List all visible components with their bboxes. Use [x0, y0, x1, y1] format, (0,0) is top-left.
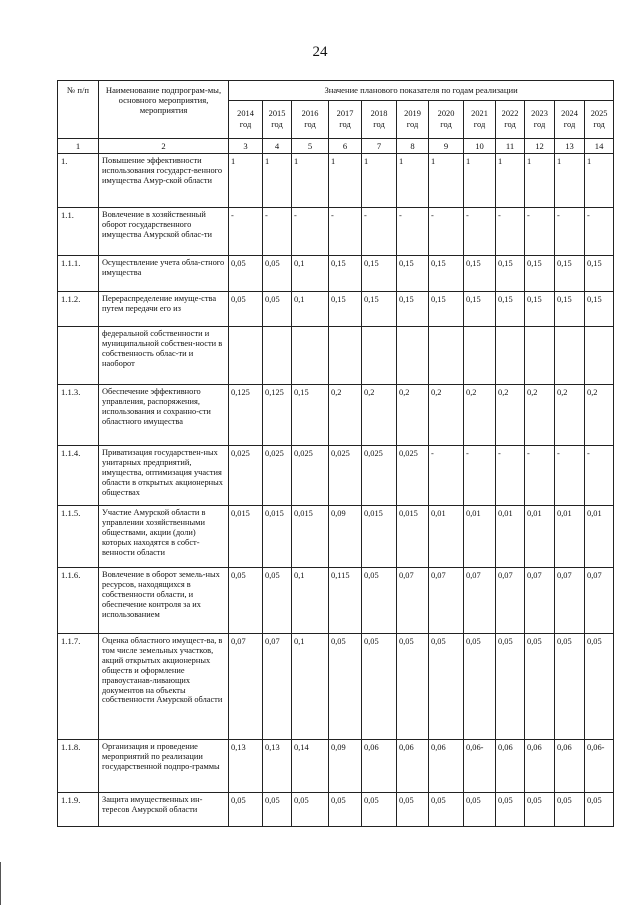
column-number-9: 9	[429, 139, 464, 154]
value-cell-2024: 0,05	[555, 793, 585, 827]
row-index: 1.1.2.	[58, 292, 99, 327]
value-cell-2019: 0,07	[397, 568, 429, 634]
value-cell-2022: 0,05	[496, 634, 525, 740]
value-cell-2014: 0,07	[229, 634, 263, 740]
year-unit: год	[339, 119, 351, 129]
value-cell-2024: 0,15	[555, 256, 585, 292]
year-header-2023	[525, 101, 555, 139]
year-unit: год	[406, 119, 419, 129]
value-cell-2022: 0,15	[496, 256, 525, 292]
row-index	[58, 327, 99, 385]
row-name: федеральной собственности и муниципальной собствен-ности в собственность облас-ти и наоборот	[99, 327, 229, 385]
value-cell-2016: 0,025	[292, 446, 329, 506]
value-cell-2021: 1	[464, 154, 496, 208]
value-cell-2017: 1	[329, 154, 362, 208]
value-cell-2022: -	[496, 446, 525, 506]
column-number-2: 2	[99, 139, 229, 154]
year-unit: год	[239, 119, 252, 129]
table-row	[58, 327, 614, 385]
value-cell-2025: 0,01	[585, 506, 614, 568]
value-cell-2018: 1	[362, 154, 397, 208]
table-row	[58, 793, 614, 827]
value-cell-2023: 0,07	[525, 568, 555, 634]
table-body	[58, 154, 614, 827]
value-cell-2019: 0,05	[397, 793, 429, 827]
row-name: Вовлечение в хозяйственный оборот государственного имущества Амурской облас-ти	[99, 208, 229, 256]
table-row	[58, 256, 614, 292]
value-cell-2021: 0,07	[464, 568, 496, 634]
value-cell-2023: 0,05	[525, 634, 555, 740]
value-cell-2019: 0,2	[397, 385, 429, 446]
row-name: Повышение эффективности использования государст-венного имущества Амур-ской области	[99, 154, 229, 208]
year-unit: год	[271, 119, 283, 129]
value-cell-2022: 0,01	[496, 506, 525, 568]
year-value: 2025	[590, 109, 608, 118]
value-cell-2018: 0,15	[362, 256, 397, 292]
value-cell-2019: 0,15	[397, 292, 429, 327]
row-name: Вовлечение в оборот земель-ных ресурсов, находящихся в собственности области, и обеспечение контроля за их использованием	[99, 568, 229, 634]
value-cell-2024: -	[555, 208, 585, 256]
name-header: Наименование подпрограм-мы, основного мероприятия, мероприятия	[99, 81, 229, 139]
table-row	[58, 740, 614, 793]
value-cell-2023: 1	[525, 154, 555, 208]
value-cell-2016: 0,14	[292, 740, 329, 793]
value-cell-2020: 1	[429, 154, 464, 208]
year-unit: год	[473, 119, 486, 129]
index-header: № п/п	[58, 81, 99, 139]
value-cell-2023: -	[525, 446, 555, 506]
value-cell-2018: 0,015	[362, 506, 397, 568]
value-cell-2016: 0,1	[292, 292, 329, 327]
row-index: 1.1.1.	[58, 256, 99, 292]
value-cell-2025: 0,06-	[585, 740, 614, 793]
value-cell-2014: 0,015	[229, 506, 263, 568]
page-number: 24	[312, 44, 328, 60]
year-header-2017	[329, 101, 362, 139]
value-cell-2015: 0,05	[263, 292, 292, 327]
value-cell-2024: -	[555, 446, 585, 506]
value-cell-2014: 0,05	[229, 256, 263, 292]
value-cell-2017: 0,15	[329, 256, 362, 292]
value-cell-2014: 0,05	[229, 793, 263, 827]
value-cell-2017: 0,09	[329, 506, 362, 568]
value-cell-2019: 0,025	[397, 446, 429, 506]
year-header-2021	[464, 101, 496, 139]
year-header-2020	[429, 101, 464, 139]
value-cell-2015: -	[263, 208, 292, 256]
year-header-2015	[263, 101, 292, 139]
column-number-row	[58, 139, 614, 154]
years-group-header: Значение планового показателя по годам реализации	[229, 81, 614, 101]
value-cell-2020: 0,05	[429, 793, 464, 827]
value-cell-2021: -	[464, 208, 496, 256]
year-value: 2015	[268, 109, 286, 118]
value-cell-2018	[362, 327, 397, 385]
value-cell-2023: 0,2	[525, 385, 555, 446]
row-name: Приватизация государствен-ных унитарных предприятий, имущества, оптимизация участия области в открытых акционерных обществах	[99, 446, 229, 506]
row-name: Перераспределение имуще-ства путем передачи его из	[99, 292, 229, 327]
value-cell-2016: 0,1	[292, 634, 329, 740]
value-cell-2019: 0,05	[397, 634, 429, 740]
year-unit: год	[373, 119, 385, 129]
table-row	[58, 385, 614, 446]
column-number-14: 14	[585, 139, 614, 154]
value-cell-2025	[585, 327, 614, 385]
value-cell-2025: -	[585, 208, 614, 256]
row-name: Осуществление учета обла-стного имущества	[99, 256, 229, 292]
table-row	[58, 292, 614, 327]
row-name: Участие Амурской области в управлении хозяйственными обществами, акции (доли) которых находятся в собст-венности области	[99, 506, 229, 568]
row-index: 1.1.5.	[58, 506, 99, 568]
year-header-2019	[397, 101, 429, 139]
table-row	[58, 634, 614, 740]
value-cell-2020: 0,15	[429, 256, 464, 292]
value-cell-2017: 0,15	[329, 292, 362, 327]
year-value: 2016	[301, 109, 319, 118]
value-cell-2018: 0,05	[362, 634, 397, 740]
value-cell-2024: 0,01	[555, 506, 585, 568]
column-number-11: 11	[496, 139, 525, 154]
year-value: 2019	[404, 109, 421, 118]
year-value: 2022	[501, 109, 519, 118]
value-cell-2015: 0,015	[263, 506, 292, 568]
value-cell-2014: -	[229, 208, 263, 256]
value-cell-2020: 0,07	[429, 568, 464, 634]
row-name: Защита имущественных ин-тересов Амурской области	[99, 793, 229, 827]
value-cell-2022: 0,05	[496, 793, 525, 827]
value-cell-2014: 0,13	[229, 740, 263, 793]
column-number-6: 6	[329, 139, 362, 154]
value-cell-2024: 0,2	[555, 385, 585, 446]
value-cell-2015	[263, 327, 292, 385]
value-cell-2018: 0,06	[362, 740, 397, 793]
table-row	[58, 154, 614, 208]
column-number-13: 13	[555, 139, 585, 154]
year-value: 2024	[561, 109, 578, 118]
column-number-1: 1	[58, 139, 99, 154]
row-index: 1.1.3.	[58, 385, 99, 446]
value-cell-2024: 1	[555, 154, 585, 208]
year-value: 2020	[437, 109, 455, 118]
column-number-7: 7	[362, 139, 397, 154]
value-cell-2016: 0,1	[292, 256, 329, 292]
row-index: 1.1.4.	[58, 446, 99, 506]
value-cell-2020: 0,15	[429, 292, 464, 327]
row-name: Оценка областного имущест-ва, в том числе земельных участков, акций открытых акционерных обществ и оформление правоустанав-ливающих документов на объекты собственности Амурской области	[99, 634, 229, 740]
row-index: 1.1.6.	[58, 568, 99, 634]
value-cell-2017: 0,115	[329, 568, 362, 634]
scan-edge-mark	[0, 862, 15, 905]
value-cell-2016: 0,05	[292, 793, 329, 827]
value-cell-2017: 0,05	[329, 634, 362, 740]
value-cell-2025: -	[585, 446, 614, 506]
value-cell-2023	[525, 327, 555, 385]
value-cell-2021	[464, 327, 496, 385]
value-cell-2014: 0,125	[229, 385, 263, 446]
table-row	[58, 208, 614, 256]
value-cell-2014: 0,05	[229, 568, 263, 634]
row-index: 1.1.9.	[58, 793, 99, 827]
table-row	[58, 506, 614, 568]
value-cell-2015: 0,05	[263, 256, 292, 292]
value-cell-2023: -	[525, 208, 555, 256]
value-cell-2017: -	[329, 208, 362, 256]
value-cell-2023: 0,15	[525, 292, 555, 327]
year-unit: год	[563, 119, 576, 129]
value-cell-2020	[429, 327, 464, 385]
year-unit: год	[593, 119, 605, 129]
value-cell-2024: 0,15	[555, 292, 585, 327]
row-index: 1.1.8.	[58, 740, 99, 793]
value-cell-2022: -	[496, 208, 525, 256]
value-cell-2021: 0,06-	[464, 740, 496, 793]
value-cell-2025: 0,05	[585, 634, 614, 740]
value-cell-2016: 0,15	[292, 385, 329, 446]
year-header-2018	[362, 101, 397, 139]
value-cell-2021: 0,05	[464, 634, 496, 740]
column-number-4: 4	[263, 139, 292, 154]
value-cell-2021: 0,15	[464, 256, 496, 292]
value-cell-2017: 0,2	[329, 385, 362, 446]
value-cell-2021: -	[464, 446, 496, 506]
value-cell-2021: 0,15	[464, 292, 496, 327]
value-cell-2025: 0,15	[585, 292, 614, 327]
value-cell-2025: 1	[585, 154, 614, 208]
value-cell-2021: 0,01	[464, 506, 496, 568]
year-unit: год	[504, 119, 516, 129]
value-cell-2019	[397, 327, 429, 385]
value-cell-2023: 0,01	[525, 506, 555, 568]
value-cell-2023: 0,05	[525, 793, 555, 827]
value-cell-2020: 0,06	[429, 740, 464, 793]
value-cell-2019: 0,06	[397, 740, 429, 793]
table-row	[58, 446, 614, 506]
value-cell-2015: 1	[263, 154, 292, 208]
value-cell-2015: 0,05	[263, 568, 292, 634]
column-number-3: 3	[229, 139, 263, 154]
value-cell-2021: 0,2	[464, 385, 496, 446]
value-cell-2019: 0,15	[397, 256, 429, 292]
row-name: Организация и проведение мероприятий по реализации государственной подпро-граммы	[99, 740, 229, 793]
row-index: 1.1.7.	[58, 634, 99, 740]
year-header-2022	[496, 101, 525, 139]
value-cell-2020: -	[429, 208, 464, 256]
value-cell-2017: 0,09	[329, 740, 362, 793]
year-value: 2018	[370, 109, 388, 118]
year-header-2025	[585, 101, 614, 139]
value-cell-2016	[292, 327, 329, 385]
year-header-2014	[229, 101, 263, 139]
value-cell-2025: 0,05	[585, 793, 614, 827]
column-number-10: 10	[464, 139, 496, 154]
value-cell-2022: 0,06	[496, 740, 525, 793]
value-cell-2015: 0,025	[263, 446, 292, 506]
row-index: 1.	[58, 154, 99, 208]
value-cell-2014: 0,025	[229, 446, 263, 506]
year-header-2024	[555, 101, 585, 139]
year-value: 2021	[471, 109, 488, 118]
value-cell-2021: 0,05	[464, 793, 496, 827]
value-cell-2020: 0,01	[429, 506, 464, 568]
value-cell-2018: -	[362, 208, 397, 256]
year-value: 2023	[531, 109, 548, 118]
value-cell-2014	[229, 327, 263, 385]
value-cell-2018: 0,2	[362, 385, 397, 446]
column-number-5: 5	[292, 139, 329, 154]
value-cell-2016: -	[292, 208, 329, 256]
year-header-2016	[292, 101, 329, 139]
value-cell-2025: 0,07	[585, 568, 614, 634]
value-cell-2020: -	[429, 446, 464, 506]
value-cell-2023: 0,06	[525, 740, 555, 793]
value-cell-2014: 1	[229, 154, 263, 208]
value-cell-2017: 0,05	[329, 793, 362, 827]
value-cell-2015: 0,05	[263, 793, 292, 827]
value-cell-2015: 0,07	[263, 634, 292, 740]
value-cell-2017: 0,025	[329, 446, 362, 506]
value-cell-2022: 0,2	[496, 385, 525, 446]
year-unit: год	[533, 119, 546, 129]
value-cell-2020: 0,2	[429, 385, 464, 446]
value-cell-2020: 0,05	[429, 634, 464, 740]
value-cell-2022: 1	[496, 154, 525, 208]
value-cell-2024: 0,05	[555, 634, 585, 740]
value-cell-2019: 0,015	[397, 506, 429, 568]
value-cell-2016: 0,015	[292, 506, 329, 568]
year-unit: год	[440, 119, 452, 129]
value-cell-2016: 0,1	[292, 568, 329, 634]
year-unit: год	[304, 119, 316, 129]
value-cell-2016: 1	[292, 154, 329, 208]
year-value: 2014	[237, 109, 254, 118]
value-cell-2014: 0,05	[229, 292, 263, 327]
value-cell-2019: -	[397, 208, 429, 256]
column-number-12: 12	[525, 139, 555, 154]
value-cell-2024: 0,07	[555, 568, 585, 634]
row-index: 1.1.	[58, 208, 99, 256]
value-cell-2022	[496, 327, 525, 385]
value-cell-2018: 0,15	[362, 292, 397, 327]
value-cell-2018: 0,05	[362, 793, 397, 827]
value-cell-2017	[329, 327, 362, 385]
value-cell-2023: 0,15	[525, 256, 555, 292]
value-cell-2018: 0,025	[362, 446, 397, 506]
column-number-8: 8	[397, 139, 429, 154]
value-cell-2024	[555, 327, 585, 385]
value-cell-2022: 0,07	[496, 568, 525, 634]
value-cell-2019: 1	[397, 154, 429, 208]
row-name: Обеспечение эффективного управления, распоряжения, использования и сохранно-сти областного имущества	[99, 385, 229, 446]
year-value: 2017	[336, 109, 354, 118]
value-cell-2015: 0,13	[263, 740, 292, 793]
value-cell-2018: 0,05	[362, 568, 397, 634]
value-cell-2024: 0,06	[555, 740, 585, 793]
value-cell-2015: 0,125	[263, 385, 292, 446]
value-cell-2022: 0,15	[496, 292, 525, 327]
value-cell-2025: 0,2	[585, 385, 614, 446]
indicator-table	[57, 80, 614, 827]
table-row	[58, 568, 614, 634]
value-cell-2025: 0,15	[585, 256, 614, 292]
